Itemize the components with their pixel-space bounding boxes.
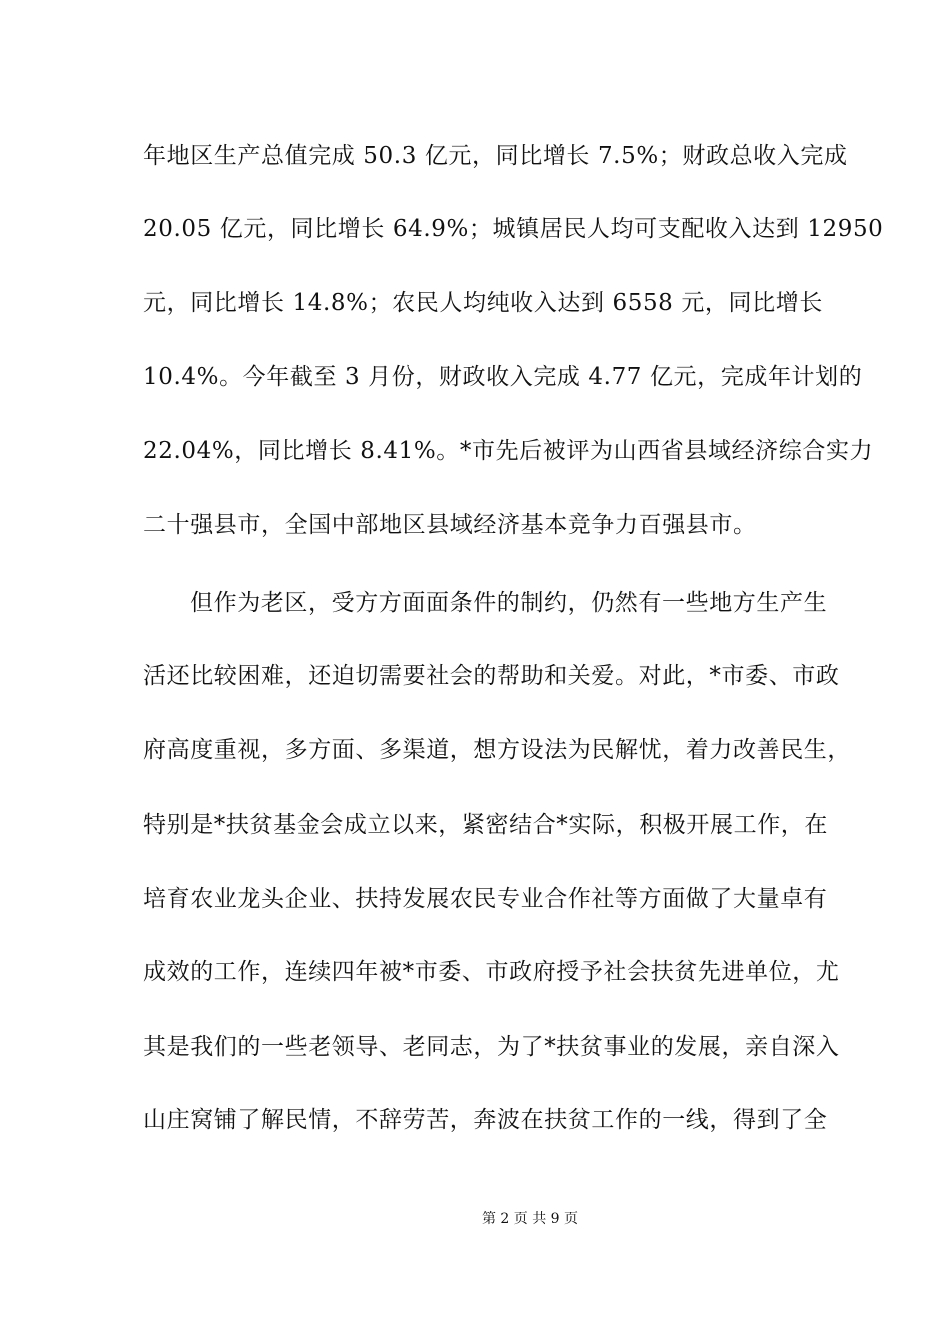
body-text-line: 10.4%。今年截至 3 月份，财政收入完成 4.77 亿元，完成年计划的 — [143, 364, 863, 390]
body-text-line: 府高度重视，多方面、多渠道，想方设法为民解忧，着力改善民生， — [143, 737, 851, 763]
body-text-line: 二十强县市，全国中部地区县域经济基本竞争力百强县市。 — [143, 512, 757, 538]
body-text-line: 特别是*扶贫基金会成立以来，紧密结合*实际，积极开展工作，在 — [143, 812, 828, 838]
body-text-line: 其是我们的一些老领导、老同志，为了*扶贫事业的发展，亲自深入 — [143, 1034, 840, 1060]
paragraph-first-line: 但作为老区，受方方面面条件的制约，仍然有一些地方生产生 — [190, 590, 828, 616]
body-text-line: 20.05 亿元，同比增长 64.9%；城镇居民人均可支配收入达到 12950 — [143, 216, 884, 242]
body-text-line: 22.04%，同比增长 8.41%。*市先后被评为山西省县域经济综合实力 — [143, 438, 874, 464]
body-text-line: 山庄窝铺了解民情，不辞劳苦，奔波在扶贫工作的一线，得到了全 — [143, 1107, 828, 1133]
body-text-line: 培育农业龙头企业、扶持发展农民专业合作社等方面做了大量卓有 — [143, 886, 828, 912]
body-text-line: 元，同比增长 14.8%；农民人均纯收入达到 6558 元，同比增长 — [143, 290, 823, 316]
body-text-line: 活还比较困难，还迫切需要社会的帮助和关爱。对此，*市委、市政 — [143, 663, 840, 689]
body-text-line: 年地区生产总值完成 50.3 亿元，同比增长 7.5%；财政总收入完成 — [143, 143, 848, 169]
body-text-line: 成效的工作，连续四年被*市委、市政府授予社会扶贫先进单位，尤 — [143, 959, 840, 985]
page-number-footer: 第 2 页 共 9 页 — [481, 1211, 579, 1227]
